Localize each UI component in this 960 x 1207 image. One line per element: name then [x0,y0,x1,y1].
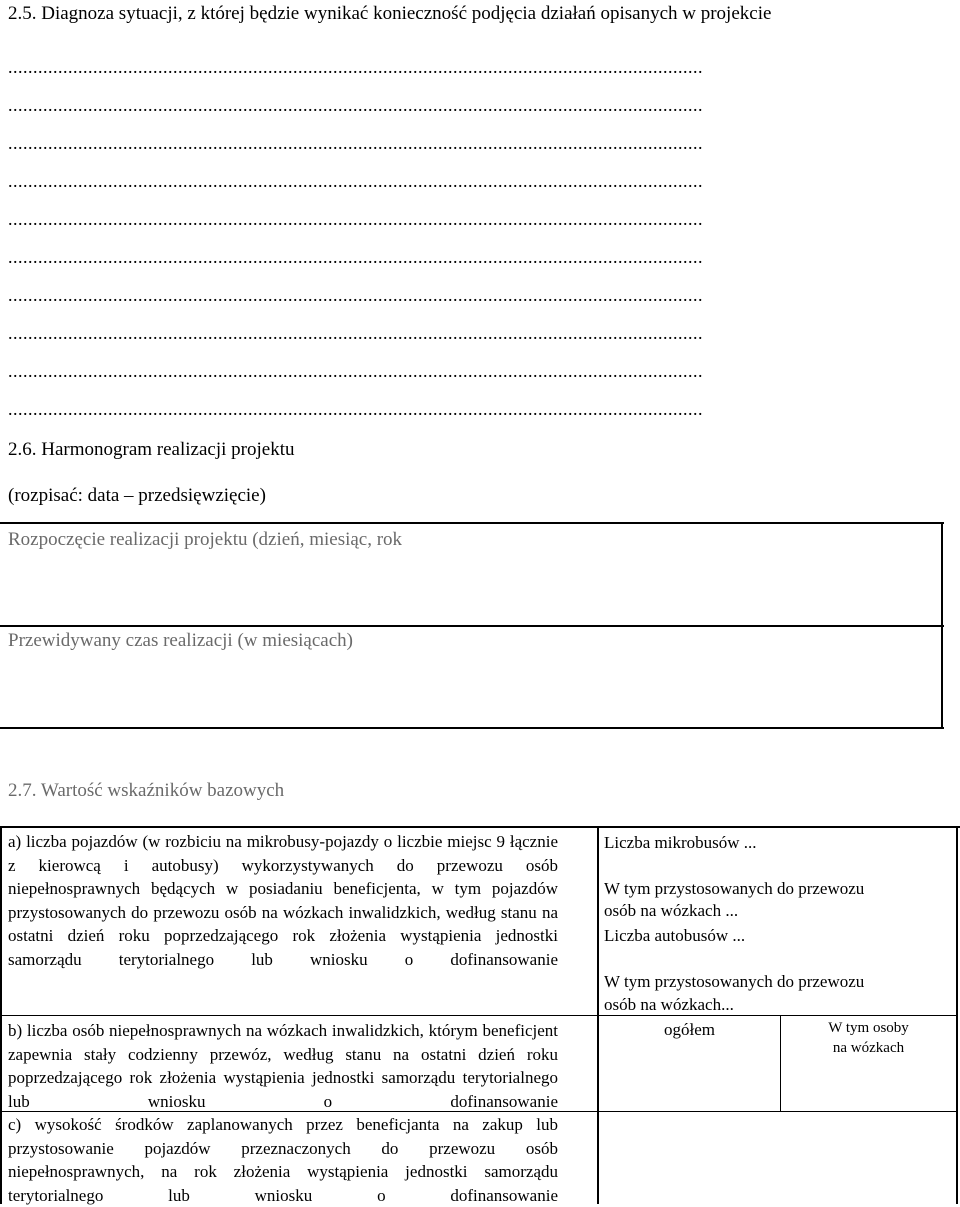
microbus-count-field[interactable]: Liczba mikrobusów ... [604,833,757,852]
dotted-line[interactable]: ........................................................................................................................................... [8,95,703,115]
funds-amount-field[interactable] [599,1112,956,1204]
total-persons-field[interactable] [599,1040,780,1110]
wheelchair-line-1: W tym osoby [828,1020,909,1036]
bus-count-field[interactable]: Liczba autobusów ... [604,926,746,945]
section-2-6-heading: 2.6. Harmonogram realizacji projektu [8,439,295,460]
wheelchair-line-2: na wózkach [832,1040,905,1056]
dotted-line[interactable]: ........................................................................................................................................... [8,57,703,77]
indicator-a-text: a) liczba pojazdów (w rozbiciu na mikrobusy-pojazdy o liczbie miejsc 9 łącznie z kierowcą i autobusy) wykorzystywanych do przewozu osób niepełnosprawnych będących w posiadaniu beneficjenta, w tym pojazdów przystosowanych do przewozu osób na wózkach inwalidzkich, według stanu na ostatni dzień roku poprzedzającego rok złożenia wystąpienia jednostki samorządu terytorialnego lub wniosku o dofinansowanie [8,832,558,969]
adapted-microbus-field[interactable]: osób na wózkach ... [604,901,739,920]
indicator-c-text: c) wysokość środków zaplanowanych przez beneficjanta na zakup lub przystosowanie pojazdów przeznaczonych do przewozu osób niepełnosprawnych, na rok złożenia wystąpienia jednostki samorządu terytorialnego lub wniosku o dofinansowanie [8,1115,558,1205]
dotted-line[interactable]: ........................................................................................................................................... [8,399,703,419]
dotted-line[interactable]: ........................................................................................................................................... [8,247,703,267]
adapted-bus-label: W tym przystosowanych do przewozu [604,972,865,991]
section-2-5-heading: 2.5. Diagnoza sytuacji, z której będzie wynikać konieczność podjęcia działań opisanych w projekcie [8,3,772,24]
duration-label: Przewidywany czas realizacji (w miesiącach) [8,630,353,651]
start-date-label: Rozpoczęcie realizacji projektu (dzień, miesiąc, rok [8,529,403,550]
dotted-line[interactable]: ........................................................................................................................................... [8,209,703,229]
section-2-6-note: (rozpisać: data – przedsięwzięcie) [8,485,266,506]
adapted-bus-field[interactable]: osób na wózkach... [604,995,734,1014]
dotted-line[interactable]: ........................................................................................................................................... [8,361,703,381]
indicator-b-text: b) liczba osób niepełnosprawnych na wózkach inwalidzkich, którym beneficjent zapewnia stały codzienny przewóz, według stanu na ostatni dzień roku poprzedzającego rok złożenia wystąpienia jednostki samorządu terytorialnego lub wniosku o dofinansowanie [8,1021,558,1111]
dotted-line[interactable]: ........................................................................................................................................... [8,133,703,153]
section-2-7-heading: 2.7. Wartość wskaźników bazowych [8,780,285,801]
dotted-line[interactable]: ........................................................................................................................................... [8,171,703,191]
adapted-microbus-label: W tym przystosowanych do przewozu [604,879,865,898]
wheelchair-persons-field[interactable] [781,1060,956,1110]
dotted-line[interactable]: ........................................................................................................................................... [8,323,703,343]
dotted-line[interactable]: ........................................................................................................................................... [8,285,703,305]
total-persons-header: ogółem [664,1020,715,1039]
wheelchair-persons-header [781,1018,956,1058]
